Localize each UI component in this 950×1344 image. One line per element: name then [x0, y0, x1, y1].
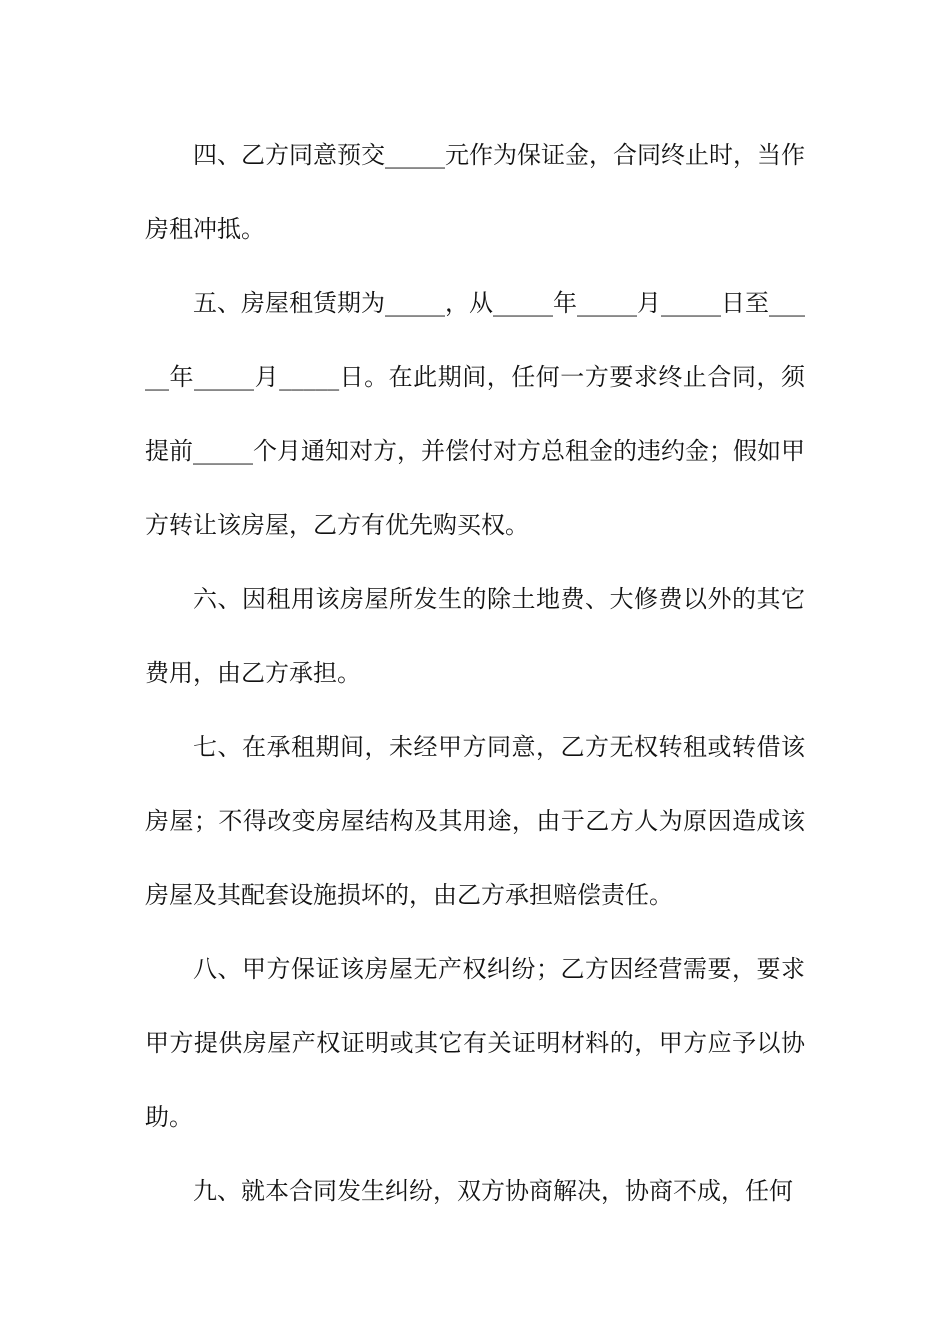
clause-8-paragraph: 八、甲方保证该房屋无产权纠纷；乙方因经营需要，要求甲方提供房屋产权证明或其它有关证明材料的，甲方应予以协助。: [145, 955, 805, 1131]
clause-6-paragraph: 六、因租用该房屋所发生的除土地费、大修费以外的其它费用，由乙方承担。: [145, 585, 805, 687]
clause-5-paragraph: 五、房屋租赁期为_____，从_____年_____月_____日至_____年_____月_____日。在此期间，任何一方要求终止合同，须提前_____个月通知对方，并偿付对方总租金的违约金；假如甲方转让该房屋，乙方有优先购买权。: [145, 289, 805, 539]
clause-4-paragraph: 四、乙方同意预交_____元作为保证金，合同终止时，当作房租冲抵。: [145, 141, 805, 243]
clause-7-paragraph: 七、在承租期间，未经甲方同意，乙方无权转租或转借该房屋；不得改变房屋结构及其用途，由于乙方人为原因造成该房屋及其配套设施损坏的，由乙方承担赔偿责任。: [145, 733, 805, 909]
clause-9-paragraph: 九、就本合同发生纠纷，双方协商解决，协商不成，任何: [193, 1177, 793, 1205]
document-body: [145, 118, 805, 1228]
